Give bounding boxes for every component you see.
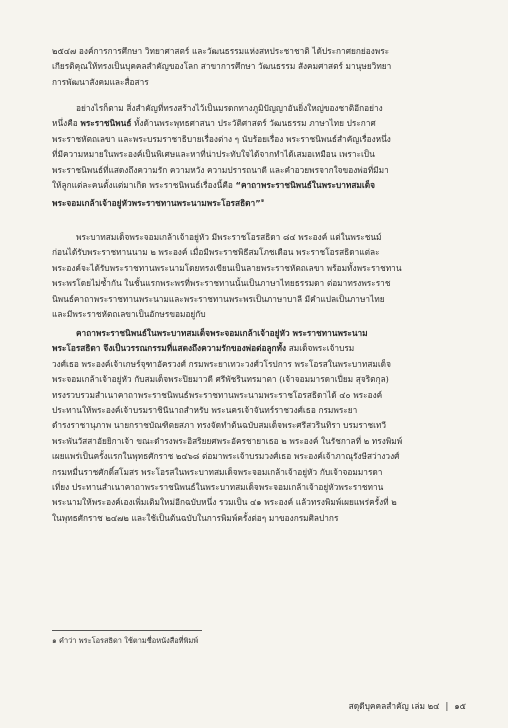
paragraph-royal-writings <box>52 101 470 212</box>
footer-divider: | <box>445 701 449 711</box>
paragraph-collection <box>52 326 470 526</box>
paragraph-unesco <box>52 44 470 90</box>
footnote-rule <box>52 630 202 631</box>
paragraph-text: พระบาทสมเด็จพระจอมเกล้าเจ้าอยู่หัว มีพระราชโอรสธิดา ๘๔ พระองค์ แต่ในพระชนม์ ก่อนได้รับพระราชทานนาม ๒ พระองค์ เมื่อมีพระราชพิธีสมโภชเดือน พระราชโอรสธิดาแต่ละ พระองค์จะได้รับพระราชทานพระนามโดยทรงเขียนเป็นลายพระราชหัตถเลขา พร้อมทั้งพระราชทาน พระพรโดยไม่ซ้ำกัน ในชั้นแรกพระพรที่พระราชทานนั้นเป็นภาษาไทยธรรมดา ต่อมาทรงพระราช นิพนธ์คาถาพระราชทานพระนามและพระราชทานพระพรเป็นภาษาบาลี มีคำแปลเป็นภาษาไทย และมีพระราชหัตถเลขาเป็นอักษรขอมอยู่กับ <box>52 232 402 320</box>
paragraph-text: อย่างไรก็ตาม สิ่งสำคัญที่ทรงสร้างไว้เป็นมรดกทางภูมิปัญญาอันยิ่งใหญ่ของชาติอีกอย่าง หนึ่งคือ <box>52 103 383 129</box>
page-number: ๑๕ <box>454 701 466 711</box>
paragraph-text: ๒๕๔๗ องค์การการศึกษา วิทยาศาสตร์ และวัฒนธรรมแห่งสหประชาชาติ ได้ประกาศยกย่องพระ เกียรติคุณให้ทรงเป็นบุคคลสำคัญของโลก สาขาการศึกษา วัฒนธรรม สังคมศาสตร์ มานุษยวิทยา การพัฒนาสังคมและสื่อสาร <box>52 46 392 87</box>
paragraph-text: ทั้งด้านพระพุทธศาสนา ประวัติศาสตร์ วัฒนธรรม ภาษาไทย ประกาศ พระราชหัตถเลขา และพระบรมราชาธิบายเรื่องต่าง ๆ นับร้อยเรื่อง พระราชนิพนธ์สำคัญเรื่องหนึ่ง ที่มีความหมายในพระองค์เป็นพิเศษและหาที่น่าประทับใจได้จากทำได้เสมอเหมือน เพราะเป็น พระราชนิพนธ์ที่แสดงถึงความรัก ความหวัง ความปรารถนาดี และคำอวยพรจากใจของพ่อที่มีมา ให้ลูกแต่ละคนตั้งแต่มาเกิด พระราชนิพนธ์เรื่องนี้คือ <box>52 118 391 191</box>
page-footer <box>349 700 466 712</box>
bold-term: พระราชนิพนธ์ <box>80 118 132 129</box>
bold-title: “คาถาพระราชนิพนธ์ในพระบาทสมเด็จ พระจอมเกล้าเจ้าอยู่หัวพระราชทานพระนามพระโอรสธิดา” <box>52 180 375 209</box>
paragraph-text: สมเด็จพระเจ้าบรม วงศ์เธอ พระองค์เจ้าเกษร์จุฑาอัครวงศ์ กรมพระยาเทวะวงศ์วโรปการ พระโอรสในพระบาทสมเด็จ พระจอมเกล้าเจ้าอยู่หัว กับสมเด็จพระปิยมาวดี ศรีพัชรินทรมาตา (เจ้าจอมมารดาเปี่ยม สุจริตกุล) ทรงรวบรวมสำเนาคาถาพระราชนิพนธ์พระราชทานพระนามพระราชโอรสธิดาได้ ๔๐ พระองค์ ประทานให้พระองค์เจ้าบรมราชินีนาถสำหรับ พระนครเจ้าจันทร์ราชวงศ์เธอ กรมพระยา ดำรงราชานุภาพ นายกราชบัณฑิตยสภา ทรงจัดทำต้นฉบับสมเด็จพระศรีสวรินทิรา บรมราชเทวี พระพันวัสสาอัยยิกาเจ้า ขณะดำรงพระอิสริยยศพระอัครชายาเธอ ๒ พระองค์ ในรัชกาลที่ ๒ ทรงพิมพ์ เผยแพร่เป็นครั้งแรกในพุทธศักราช ๒๔๖๘ ต่อมาพระเจ้าบรมวงศ์เธอ พระองค์เจ้าภาณุรังษีสว่างวงศ์ กรมหมื่นราชศักดิ์สโมสร พระโอรสในพระบาทสมเด็จพระจอมเกล้าเจ้าอยู่หัว กับเจ้าจอมมารดา เที่ยง ประทานสำเนาคาถาพระราชนิพนธ์ในพระบาทสมเด็จพระจอมเกล้าเจ้าอยู่หัวพระราชทาน พระนามให้พระองค์เองเพิ่มเติมใหม่อีกฉบับหนึ่ง รวมเป็น ๔๑ พระองค์ แล้วทรงพิมพ์เผยแพร่ครั้งที่ ๒ ในพุทธศักราช ๒๔๗๒ และใช้เป็นต้นฉบับในการพิมพ์ครั้งต่อๆ มาของกรมศิลปากร <box>52 343 403 523</box>
bold-title: คาถาพระราชนิพนธ์ในพระบาทสมเด็จพระจอมเกล้าเจ้าอยู่หัว พระราชทานพระนาม พระโอรสธิดา จึงเป็นวรรณกรรมที่แสดงถึงความรักของพ่อต่อลูกทั้ง <box>52 328 368 354</box>
footnote: ๑ คำว่า พระโอรสธิดา ใช้ตามชื่อหนังสือที่พิมพ์ <box>52 636 199 645</box>
book-title: สดุดีบุคคลสำคัญ เล่ม ๒๔ <box>348 701 440 711</box>
footnote-marker: ๑ <box>260 197 265 205</box>
paragraph-naming <box>52 230 470 322</box>
